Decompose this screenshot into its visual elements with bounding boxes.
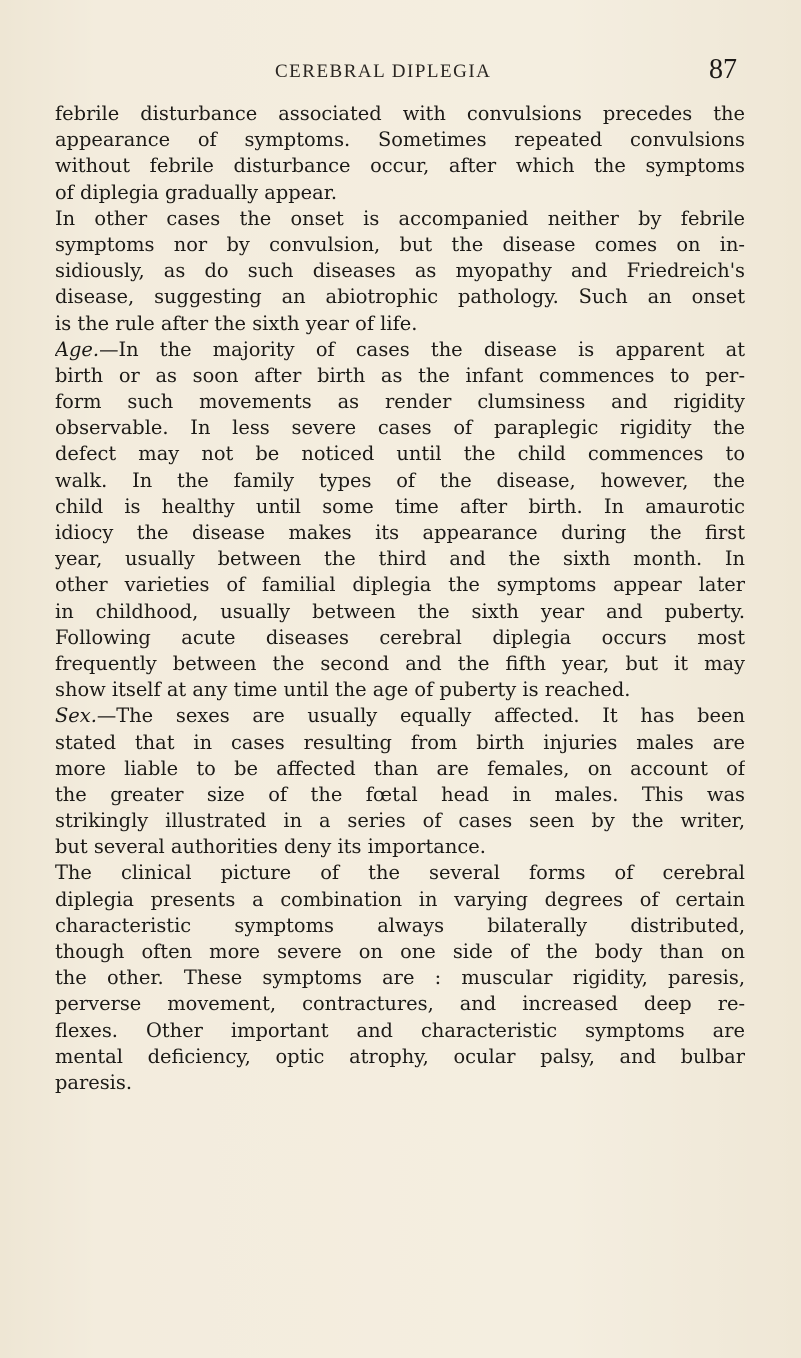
text-line	[55, 834, 745, 860]
text-line	[55, 180, 745, 206]
text-line	[55, 468, 745, 494]
text-line	[55, 677, 745, 703]
line-text: child is healthy until some time after birth. In amaurotic	[55, 494, 745, 518]
line-text: year, usually between the third and the sixth month. In	[55, 547, 745, 571]
text-line	[55, 756, 745, 782]
line-text: observable. In less severe cases of paraplegic rigidity the	[55, 416, 745, 440]
text-line	[55, 494, 745, 520]
text-line	[55, 415, 745, 441]
line-text: The clinical picture of the several forms of cerebral	[55, 861, 745, 885]
line-text: the other. These symptoms are : muscular rigidity, paresis,	[55, 966, 745, 990]
running-head	[55, 54, 737, 87]
line-text: idiocy the disease makes its appearance during the first	[55, 521, 745, 544]
line-text: though often more severe on one side of the body than on	[55, 940, 745, 963]
text-line	[55, 625, 745, 651]
line-text: diplegia presents a combination in varying degrees of certain	[55, 887, 745, 911]
line-text: stated that in cases resulting from birth injuries males are	[55, 730, 745, 754]
text-line	[55, 1044, 745, 1070]
text-line	[55, 389, 745, 415]
text-line	[55, 441, 745, 467]
line-text: in childhood, usually between the sixth year and puberty.	[55, 599, 745, 623]
text-line	[55, 572, 745, 598]
line-text: appearance of symptoms. Sometimes repeated convulsions	[55, 128, 745, 152]
line-text: other varieties of familial diplegia the symptoms appear later	[55, 573, 745, 597]
line-text: walk. In the family types of the disease, however, the	[55, 468, 745, 492]
text-line	[55, 520, 745, 546]
text-line	[55, 258, 745, 284]
text-line	[55, 599, 745, 625]
section-lead: Age.	[55, 337, 100, 361]
text-line	[55, 153, 745, 179]
line-text: the greater size of the fœtal head in males. This was	[55, 782, 745, 806]
line-text: without febrile disturbance occur, after which the symptoms	[55, 154, 745, 178]
line-text: defect may not be noticed until the child commences to	[55, 442, 745, 466]
text-line	[55, 206, 745, 232]
text-line	[55, 232, 745, 258]
line-text: —The sexes are usually equally affected. It has been	[96, 704, 745, 728]
line-text: frequently between the second and the fifth year, but it may	[55, 651, 745, 675]
text-line	[55, 965, 745, 991]
line-text: sidiously, as do such diseases as myopathy and Friedreich's	[55, 259, 745, 283]
line-text: flexes. Other important and characteristic symptoms are	[55, 1018, 745, 1042]
text-line	[55, 860, 745, 886]
line-text: Following acute diseases cerebral diplegia occurs most	[55, 625, 745, 649]
text-line	[55, 311, 745, 337]
text-line	[55, 101, 745, 127]
text-line	[55, 939, 745, 965]
line-text: —In the majority of cases the disease is apparent at	[99, 337, 745, 361]
line-text: febrile disturbance associated with convulsions precedes the	[55, 102, 745, 125]
text-line	[55, 913, 745, 939]
line-text: disease, suggesting an abiotrophic pathology. Such an onset	[55, 285, 745, 309]
text-line	[55, 651, 745, 677]
body-text	[55, 101, 745, 1096]
line-text: but several authorities deny its importance.	[55, 835, 486, 859]
line-text: birth or as soon after birth as the infant commences to per-	[55, 363, 745, 387]
text-line	[55, 782, 745, 808]
text-line	[55, 991, 745, 1017]
line-text: characteristic symptoms always bilaterally distributed,	[55, 913, 745, 937]
text-line	[55, 1018, 745, 1044]
text-line	[55, 808, 745, 834]
text-line	[55, 127, 745, 153]
line-text: paresis.	[55, 1070, 132, 1094]
line-text: perverse movement, contractures, and increased deep re-	[55, 992, 745, 1016]
line-text: show itself at any time until the age of puberty is reached.	[55, 678, 631, 702]
text-line	[55, 887, 745, 913]
text-line	[55, 1070, 745, 1096]
line-text: symptoms nor by convulsion, but the disease comes on in-	[55, 232, 745, 256]
text-line	[55, 546, 745, 572]
text-line	[55, 730, 745, 756]
line-text: mental deficiency, optic atrophy, ocular palsy, and bulbar	[55, 1044, 745, 1068]
section-lead: Sex.	[55, 704, 97, 728]
text-line	[55, 337, 745, 363]
text-line	[55, 284, 745, 310]
line-text: is the rule after the sixth year of life.	[55, 311, 418, 335]
line-text: form such movements as render clumsiness and rigidity	[55, 390, 745, 414]
text-line	[55, 363, 745, 389]
line-text: strikingly illustrated in a series of cases seen by the writer,	[55, 809, 745, 833]
running-head-title: CEREBRAL DIPLEGIA	[275, 61, 492, 82]
page-number: 87	[709, 54, 737, 85]
line-text: In other cases the onset is accompanied neither by febrile	[55, 206, 745, 230]
line-text: of diplegia gradually appear.	[55, 180, 338, 204]
line-text: more liable to be affected than are females, on account of	[55, 756, 745, 780]
text-line	[55, 703, 745, 729]
